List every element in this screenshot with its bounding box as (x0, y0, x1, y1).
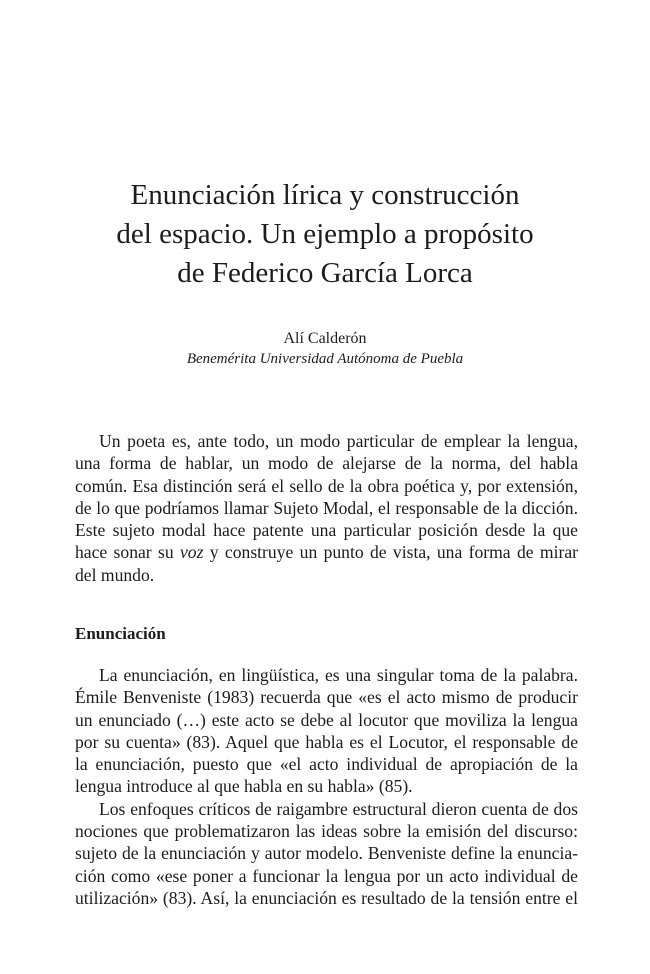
title-line: Enunciación lírica y construcción (130, 179, 520, 211)
intro-paragraph (75, 430, 578, 586)
article-title (60, 176, 590, 293)
text-line-mixed (75, 541, 578, 563)
text-line: Un poeta es, ante todo, un modo particular de emplear la lengua, (99, 431, 578, 451)
text-line: un enunciado (…) este acto se debe al locutor que moviliza la lengua (75, 709, 578, 730)
text-line: nociones que problematizaron las ideas sobre la emisión del discurso: (75, 821, 578, 842)
title-line: del espacio. Un ejemplo a propósito (116, 218, 534, 250)
text-line: por su cuenta» (83). Aquel que habla es el Locutor, el responsable de (75, 731, 578, 752)
text-line: sujeto de la enunciación y autor modelo. Benveniste define la enuncia- (75, 843, 578, 864)
text-line: del mundo. (75, 564, 155, 585)
text-line: Este sujeto modal hace patente una particular posición desde la que (75, 520, 578, 541)
author-affiliation: Benemérita Universidad Autónoma de Puebla (186, 351, 464, 367)
italic-word: voz (179, 542, 204, 563)
text-fragment: y construye un punto de vista, una forma de mirar (209, 542, 578, 563)
text-line: utilización» (83). Así, la enunciación es resultado de la tensión entre el (75, 887, 578, 908)
author-name: Alí Calderón (283, 330, 367, 347)
text-line: una forma de hablar, un modo de alejarse de la norma, del habla (75, 453, 578, 474)
section-body (75, 664, 578, 909)
text-line: común. Esa distinción será el sello de la obra poética y, por extensión, (75, 475, 578, 496)
text-fragment: hace sonar su (75, 542, 174, 563)
title-line: de Federico García Lorca (177, 257, 473, 289)
text-line: Los enfoques críticos de raigambre estructural dieron cuenta de dos (99, 798, 578, 819)
section-heading: Enunciación (75, 624, 166, 643)
text-line: La enunciación, en lingüística, es una singular toma de la palabra. (99, 665, 578, 685)
text-line: de lo que podríamos llamar Sujeto Modal, el responsable de la dicción. (75, 497, 578, 518)
text-line: ción como «ese poner a funcionar la lengua por un acto individual de (75, 865, 578, 886)
text-line: la enunciación, puesto que «el acto individual de apropiación de la (75, 754, 578, 775)
text-line: lengua introduce al que habla en su habla» (85). (75, 776, 413, 797)
text-line: Émile Benveniste (1983) recuerda que «es el acto mismo de producir (75, 687, 578, 708)
